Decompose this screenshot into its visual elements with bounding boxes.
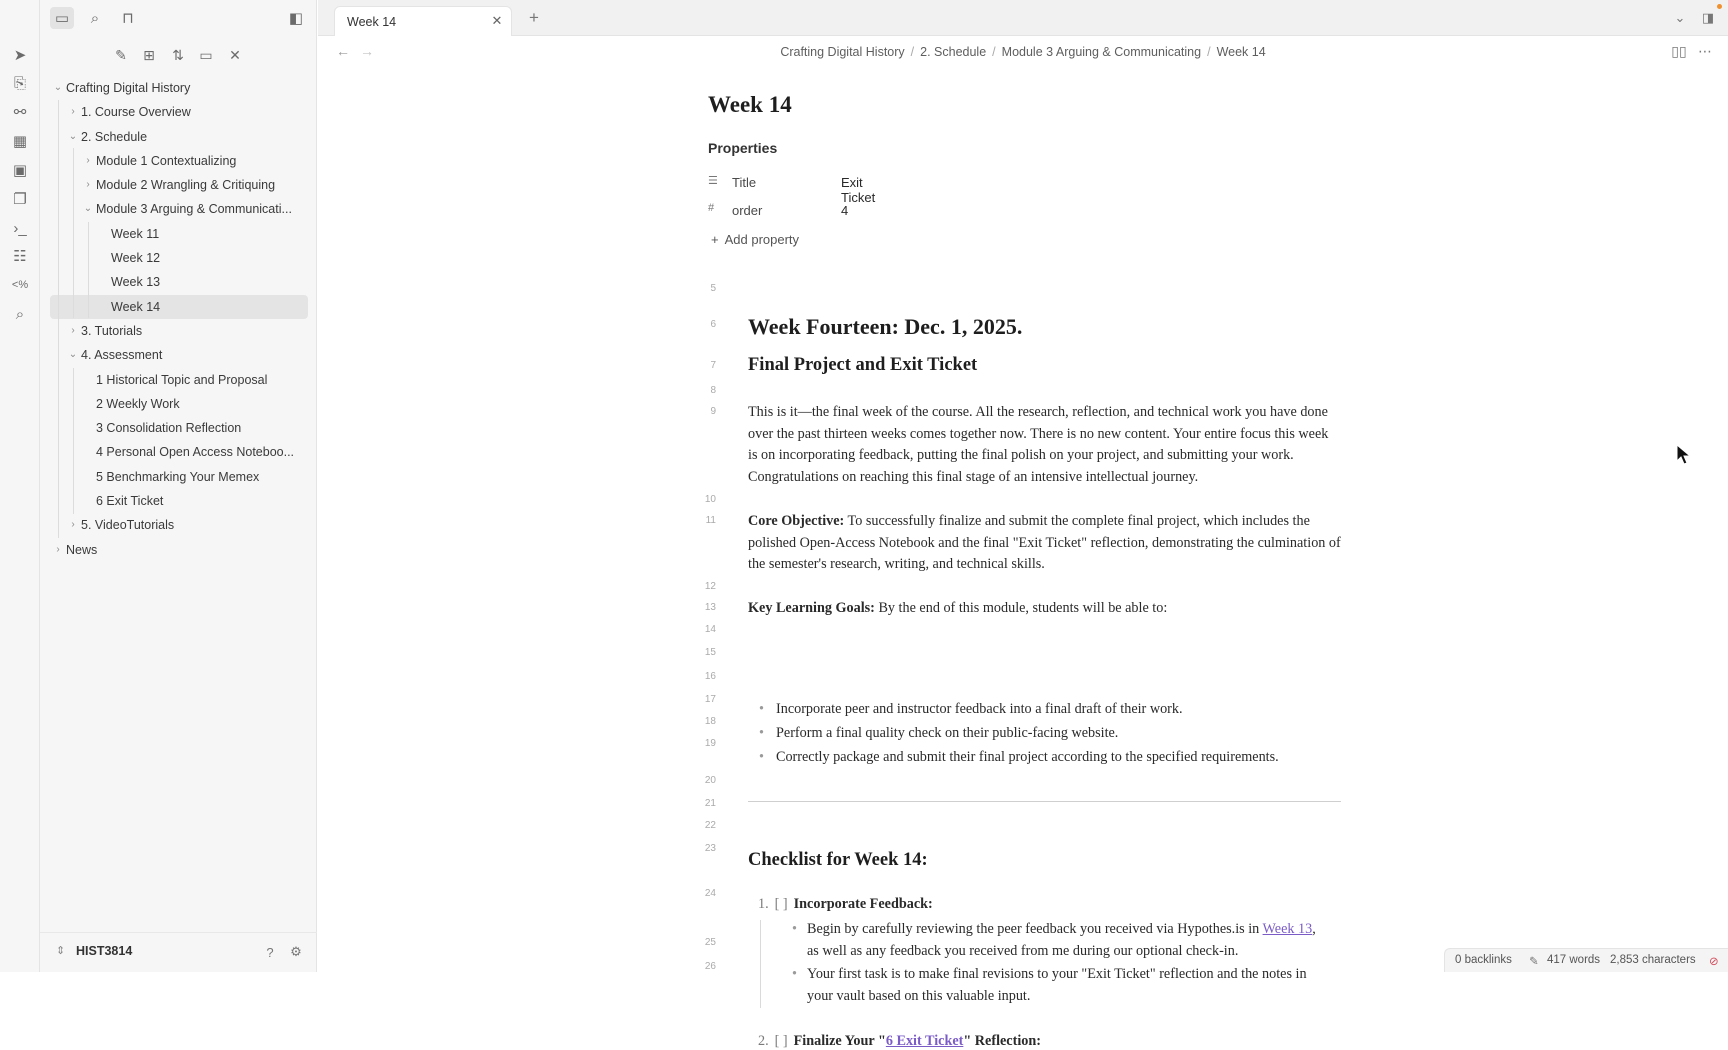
internal-link-week-13[interactable]: Week 13 xyxy=(1262,921,1313,937)
line-number: 7 xyxy=(710,360,716,371)
more-options-icon[interactable]: ⋯ xyxy=(1698,43,1712,59)
core-objective-label: Core Objective: xyxy=(748,513,845,529)
tree-item-label: Module 1 Contextualizing xyxy=(96,153,237,168)
chevron-down-icon[interactable]: ⌄ xyxy=(68,349,78,361)
word-count: 417 words xyxy=(1547,954,1601,966)
folder-icon[interactable]: ▭ xyxy=(50,7,74,29)
checklist-item[interactable] xyxy=(758,896,933,913)
back-arrow-icon[interactable]: ← xyxy=(336,43,350,59)
list-item[interactable]: • Perform a final quality check on their public-facing website. xyxy=(776,723,1336,745)
learning-goals-text: By the end of this module, students will be able to: xyxy=(874,600,1168,616)
list-icon[interactable]: ☷ xyxy=(13,248,27,265)
internal-link-exit-ticket[interactable]: 6 Exit Ticket xyxy=(885,1033,964,1049)
tree-item-label: Week 14 xyxy=(111,299,161,314)
core-objective-paragraph[interactable] xyxy=(748,511,1341,576)
checklist-item-title: Incorporate Feedback: xyxy=(793,896,933,912)
tree-item[interactable] xyxy=(50,319,308,343)
new-tab-icon[interactable]: + xyxy=(529,8,539,27)
text-lines-icon: ☰ xyxy=(708,175,718,187)
line-number: 8 xyxy=(710,385,716,396)
breadcrumb-item[interactable]: Week 14 xyxy=(1216,45,1266,59)
tree-item-label: Week 13 xyxy=(111,275,161,290)
heading-1[interactable]: Week Fourteen: Dec. 1, 2025. xyxy=(748,314,1023,339)
tree-item[interactable] xyxy=(50,149,308,173)
close-icon[interactable]: ✕ xyxy=(229,46,241,63)
tree-item[interactable] xyxy=(50,100,308,124)
properties-heading: Properties xyxy=(708,140,778,156)
chevron-down-icon[interactable]: ⌄ xyxy=(53,82,63,93)
tree-item[interactable] xyxy=(50,465,308,489)
property-value[interactable]: Exit Ticket xyxy=(841,175,876,205)
line-number: 13 xyxy=(704,602,716,613)
indent-guide xyxy=(58,100,59,538)
update-indicator xyxy=(1717,4,1722,9)
line-number: 19 xyxy=(704,738,716,749)
tree-item-label: 6 Exit Ticket xyxy=(96,494,164,509)
vault-name[interactable]: HIST3814 xyxy=(76,944,133,958)
tree-item[interactable] xyxy=(50,173,308,197)
calendar-icon[interactable]: ▣ xyxy=(12,162,28,179)
tree-item-label: 5 Benchmarking Your Memex xyxy=(96,469,260,484)
chevron-right-icon[interactable]: › xyxy=(56,543,60,555)
tree-item-label: 3. Tutorials xyxy=(81,323,143,338)
line-number: 6 xyxy=(710,319,716,330)
pencil-icon[interactable]: ✎ xyxy=(1529,956,1539,968)
breadcrumb-item[interactable]: 2. Schedule xyxy=(920,45,987,59)
tree-item[interactable] xyxy=(50,440,308,464)
sidebar-toggle-icon[interactable]: ◧ xyxy=(288,10,304,27)
indent-guide xyxy=(73,148,74,318)
reading-view-icon[interactable]: ▯▯ xyxy=(1671,43,1687,59)
checklist-item-title-end: " Reflection: xyxy=(963,1033,1041,1049)
send-icon[interactable]: ➤ xyxy=(13,47,27,64)
plus-icon: + xyxy=(711,232,719,247)
forward-arrow-icon[interactable]: → xyxy=(360,43,374,59)
indent-guide xyxy=(73,368,74,514)
note-title[interactable]: Week 14 xyxy=(708,92,792,117)
status-bar xyxy=(1444,948,1728,972)
file-explorer-actions xyxy=(40,44,317,66)
checkbox-markup: [ ] xyxy=(774,1033,788,1049)
intro-paragraph[interactable]: This is it—the final week of the course. All the research, reflection, and technical work you have done over the past thirteen weeks comes together now. There is no new content. Your entire focus this week is on incorporating feedback, putting the final polish on your project, and submitting your work. Congratulations on reaching this final stage of an intensive intellectual journey. xyxy=(748,404,1329,485)
add-property-label: Add property xyxy=(724,232,800,247)
property-key[interactable]: Title xyxy=(732,175,757,190)
indent-guide xyxy=(760,920,761,1008)
breadcrumb-item[interactable]: Crafting Digital History xyxy=(780,45,905,59)
tree-item[interactable] xyxy=(50,416,308,440)
file-tree xyxy=(50,76,308,562)
copy-icon[interactable]: ❐ xyxy=(13,191,27,208)
line-number: 22 xyxy=(704,820,716,831)
bookmark-icon[interactable]: ⊓ xyxy=(122,10,134,27)
mouse-cursor-icon xyxy=(1676,444,1692,466)
line-number: 5 xyxy=(710,283,716,294)
list-item-text: , as well as any feedback you received from me during our optional check-in. xyxy=(807,921,1316,959)
new-folder-icon[interactable]: ⊞ xyxy=(143,46,155,63)
list-item[interactable]: • Correctly package and submit their final project according to the specified requirements. xyxy=(776,747,1336,769)
collapse-icon[interactable]: ▭ xyxy=(199,46,213,63)
breadcrumb-item[interactable]: Module 3 Arguing & Communicating xyxy=(1001,45,1202,59)
chevron-right-icon[interactable]: › xyxy=(86,179,90,191)
line-number: 11 xyxy=(705,515,716,526)
terminal-icon[interactable]: ›_ xyxy=(13,219,27,237)
number-icon: # xyxy=(708,202,715,214)
line-number: 21 xyxy=(704,798,716,809)
sidebar-header xyxy=(40,0,317,36)
line-number: 16 xyxy=(704,671,716,682)
checklist-item[interactable] xyxy=(758,1033,1041,1050)
tree-item-label: Week 12 xyxy=(111,251,161,266)
line-number: 23 xyxy=(704,843,716,854)
list-item[interactable] xyxy=(807,919,1327,962)
gear-icon[interactable]: ⚙ xyxy=(290,944,302,959)
template-icon[interactable]: <% xyxy=(11,279,29,291)
tree-item[interactable] xyxy=(50,76,308,100)
tree-item-label: News xyxy=(66,542,98,557)
tree-item[interactable] xyxy=(50,392,308,416)
tab-label: Week 14 xyxy=(347,15,397,29)
tree-item-label: 3 Consolidation Reflection xyxy=(96,421,242,436)
chevron-down-icon[interactable]: ⌄ xyxy=(68,130,78,142)
help-icon[interactable]: ? xyxy=(266,944,274,960)
horizontal-rule xyxy=(748,801,1341,802)
line-number: 12 xyxy=(704,581,716,592)
heading-2-checklist[interactable]: Checklist for Week 14: xyxy=(748,850,928,870)
list-number: 2. xyxy=(758,1033,769,1049)
chevron-updown-icon[interactable]: ⇕ xyxy=(56,945,66,957)
core-objective-text: To successfully finalize and submit the complete final project, which includes the polished Open-Access Notebook and the final "Exit Ticket" reflection, demonstrating the culmination of the semester's research, writing, and technical skills. xyxy=(748,513,1341,573)
breadcrumb: Crafting Digital History / 2. Schedule / Module 3 Arguing & Communicating / Week 14 xyxy=(780,45,1266,59)
tree-item-label: 1. Course Overview xyxy=(81,105,191,120)
vault-switcher xyxy=(40,932,317,972)
new-note-icon[interactable]: ✎ xyxy=(115,46,127,63)
tree-item-label: 2. Schedule xyxy=(81,129,148,144)
line-number: 17 xyxy=(704,694,716,705)
tree-item[interactable] xyxy=(50,125,308,149)
character-count: 2,853 characters xyxy=(1610,954,1696,966)
tree-item[interactable] xyxy=(50,368,308,392)
chevron-down-icon[interactable]: ⌄ xyxy=(83,203,93,215)
file-plus-icon[interactable]: ⎘ xyxy=(13,74,26,92)
line-number: 9 xyxy=(710,406,716,417)
chevron-down-icon[interactable]: ⌄ xyxy=(1674,10,1686,25)
left-ribbon xyxy=(0,0,40,972)
list-item[interactable]: • Incorporate peer and instructor feedback into a final draft of their work. xyxy=(776,699,1336,721)
add-property-button[interactable] xyxy=(711,232,799,247)
line-number: 20 xyxy=(704,775,716,786)
tree-item[interactable] xyxy=(50,343,308,367)
tree-item-label: Week 11 xyxy=(111,226,160,241)
learning-goals-paragraph[interactable] xyxy=(748,598,1341,620)
tree-item[interactable] xyxy=(50,538,308,562)
close-icon[interactable]: ✕ xyxy=(491,13,503,28)
line-number: 26 xyxy=(704,961,716,972)
list-item-text: Begin by carefully reviewing the peer feedback you received via Hypothes.is in xyxy=(807,921,1263,937)
chevron-right-icon[interactable]: › xyxy=(71,324,75,336)
checkbox-markup: [ ] xyxy=(774,896,788,912)
tree-item[interactable] xyxy=(50,197,308,221)
sidebar-right-toggle-icon[interactable]: ◨ xyxy=(1701,10,1715,25)
heading-2[interactable]: Final Project and Exit Ticket xyxy=(748,355,978,375)
tree-item-label: 4 Personal Open Access Noteboo... xyxy=(96,445,295,460)
learning-goals-label: Key Learning Goals: xyxy=(748,600,875,616)
line-number: 24 xyxy=(704,888,716,899)
tree-item[interactable] xyxy=(50,513,308,537)
tree-item-label: 1 Historical Topic and Proposal xyxy=(96,372,268,387)
tree-item-label: Crafting Digital History xyxy=(66,81,191,95)
sync-error-icon[interactable]: ⊘ xyxy=(1709,956,1719,968)
list-number: 1. xyxy=(758,896,769,912)
search-icon[interactable]: ⌕ xyxy=(90,9,100,27)
chevron-right-icon[interactable]: › xyxy=(86,154,90,166)
file-explorer-sidebar xyxy=(40,0,317,972)
search-icon[interactable]: ⌕ xyxy=(15,305,25,323)
line-number: 15 xyxy=(704,647,716,658)
line-number: 14 xyxy=(704,624,716,635)
view-header xyxy=(318,37,1728,67)
tree-item-label: 5. VideoTutorials xyxy=(81,518,175,533)
tree-item[interactable] xyxy=(50,489,308,513)
layout-grid-icon[interactable]: ▦ xyxy=(12,133,28,150)
chevron-right-icon[interactable]: › xyxy=(71,106,75,118)
graph-icon[interactable]: ⚯ xyxy=(13,104,27,121)
indent-guide xyxy=(88,222,89,318)
tree-item-label: 4. Assessment xyxy=(81,348,163,363)
backlinks-count[interactable]: 0 backlinks xyxy=(1455,954,1512,966)
property-value[interactable]: 4 xyxy=(841,203,849,218)
line-number: 10 xyxy=(704,494,716,505)
tab-week-14[interactable] xyxy=(334,6,512,36)
tab-bar xyxy=(318,0,1728,36)
tree-item-label: Module 3 Arguing & Communicati... xyxy=(96,202,292,217)
checklist-item-title-start: Finalize Your " xyxy=(793,1033,886,1049)
sort-icon[interactable]: ⇅ xyxy=(172,46,184,63)
line-number: 18 xyxy=(704,716,716,727)
chevron-right-icon[interactable]: › xyxy=(71,519,75,531)
tree-item-label: Module 2 Wrangling & Critiquing xyxy=(96,178,276,193)
tree-item-label: 2 Weekly Work xyxy=(96,396,180,411)
list-item[interactable]: • Your first task is to make final revisions to your "Exit Ticket" reflection and the notes in your vault based on this valuable input. xyxy=(807,964,1327,1007)
property-key[interactable]: order xyxy=(732,203,763,218)
line-number: 25 xyxy=(704,937,716,948)
